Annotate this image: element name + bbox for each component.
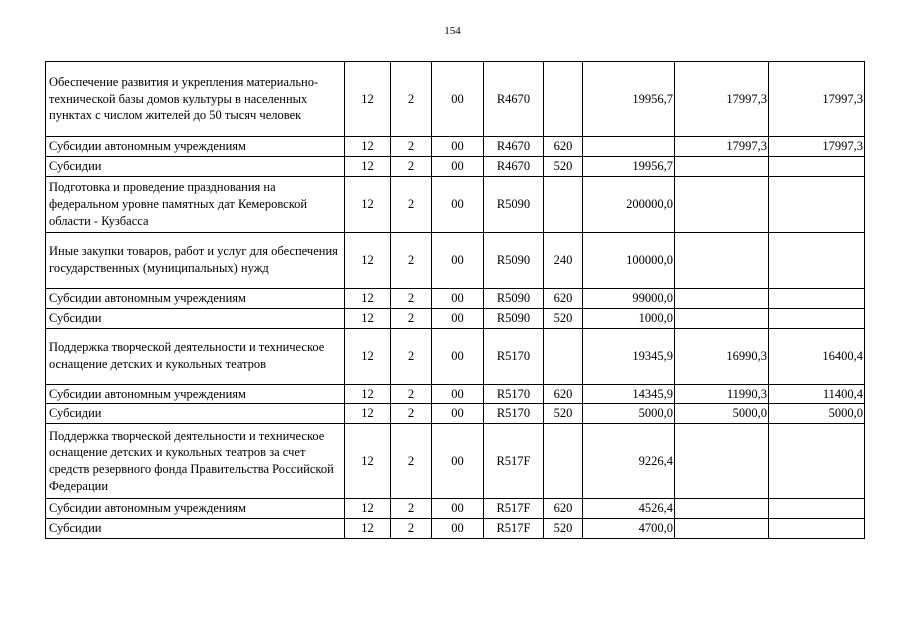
amount-year1-cell: 9226,4: [583, 424, 675, 499]
subsection-code-cell: 2: [391, 156, 432, 176]
table-row: [46, 424, 865, 499]
program-code-cell: 00: [432, 156, 484, 176]
section-code-cell: 12: [345, 328, 391, 384]
amount-year1-cell: 19956,7: [583, 156, 675, 176]
subsection-code-cell: 2: [391, 62, 432, 137]
amount-year1-cell: 14345,9: [583, 384, 675, 404]
section-code-cell: 12: [345, 499, 391, 519]
amount-year3-cell: 11400,4: [769, 384, 865, 404]
expense-type-cell: 520: [544, 308, 583, 328]
amount-year3-cell: 5000,0: [769, 404, 865, 424]
expense-type-cell: 620: [544, 384, 583, 404]
expense-type-cell: [544, 328, 583, 384]
program-code-cell: 00: [432, 404, 484, 424]
table-row: [46, 288, 865, 308]
subsection-code-cell: 2: [391, 404, 432, 424]
expense-type-cell: [544, 62, 583, 137]
amount-year3-cell: [769, 424, 865, 499]
amount-year1-cell: 99000,0: [583, 288, 675, 308]
subsection-code-cell: 2: [391, 137, 432, 157]
table-row: [46, 176, 865, 232]
table-row: [46, 328, 865, 384]
amount-year1-cell: [583, 137, 675, 157]
program-code-cell: 00: [432, 232, 484, 288]
amount-year3-cell: [769, 499, 865, 519]
program-code-cell: 00: [432, 137, 484, 157]
section-code-cell: 12: [345, 308, 391, 328]
table-row: [46, 519, 865, 539]
row-name-cell: Субсидии: [46, 156, 345, 176]
expense-type-cell: 620: [544, 288, 583, 308]
amount-year1-cell: 100000,0: [583, 232, 675, 288]
amount-year1-cell: 19956,7: [583, 62, 675, 137]
amount-year2-cell: 17997,3: [675, 62, 769, 137]
section-code-cell: 12: [345, 232, 391, 288]
table-row: [46, 308, 865, 328]
program-code-cell: 00: [432, 62, 484, 137]
subsection-code-cell: 2: [391, 328, 432, 384]
table-row: [46, 384, 865, 404]
program-code-cell: 00: [432, 288, 484, 308]
amount-year1-cell: 1000,0: [583, 308, 675, 328]
amount-year3-cell: 17997,3: [769, 137, 865, 157]
subsection-code-cell: 2: [391, 424, 432, 499]
row-name-cell: Обеспечение развития и укрепления материально-технической базы домов культуры в населенных пунктах с числом жителей до 50 тысяч человек: [46, 62, 345, 137]
subsection-code-cell: 2: [391, 519, 432, 539]
table-body: [46, 62, 865, 539]
amount-year3-cell: [769, 156, 865, 176]
expense-type-cell: 520: [544, 519, 583, 539]
table-row: [46, 499, 865, 519]
amount-year2-cell: 17997,3: [675, 137, 769, 157]
amount-year3-cell: [769, 176, 865, 232]
target-article-cell: R5090: [484, 308, 544, 328]
amount-year1-cell: 5000,0: [583, 404, 675, 424]
row-name-cell: Субсидии: [46, 308, 345, 328]
expense-type-cell: [544, 424, 583, 499]
amount-year2-cell: 16990,3: [675, 328, 769, 384]
amount-year3-cell: [769, 308, 865, 328]
row-name-cell: Субсидии: [46, 404, 345, 424]
row-name-cell: Субсидии: [46, 519, 345, 539]
amount-year3-cell: 16400,4: [769, 328, 865, 384]
table-row: [46, 62, 865, 137]
table-row: [46, 137, 865, 157]
amount-year2-cell: [675, 499, 769, 519]
row-name-cell: Поддержка творческой деятельности и техническое оснащение детских и кукольных театров: [46, 328, 345, 384]
amount-year2-cell: [675, 519, 769, 539]
amount-year2-cell: [675, 232, 769, 288]
row-name-cell: Субсидии автономным учреждениям: [46, 499, 345, 519]
subsection-code-cell: 2: [391, 232, 432, 288]
table-row: [46, 232, 865, 288]
target-article-cell: R5090: [484, 288, 544, 308]
expense-type-cell: 240: [544, 232, 583, 288]
amount-year2-cell: 5000,0: [675, 404, 769, 424]
table-row: [46, 156, 865, 176]
budget-table: [45, 61, 865, 539]
row-name-cell: Субсидии автономным учреждениям: [46, 288, 345, 308]
amount-year3-cell: 17997,3: [769, 62, 865, 137]
row-name-cell: Подготовка и проведение празднования на федеральном уровне памятных дат Кемеровской области - Кузбасса: [46, 176, 345, 232]
target-article-cell: R5170: [484, 328, 544, 384]
amount-year1-cell: 200000,0: [583, 176, 675, 232]
target-article-cell: R517F: [484, 519, 544, 539]
amount-year1-cell: 19345,9: [583, 328, 675, 384]
target-article-cell: R5090: [484, 232, 544, 288]
section-code-cell: 12: [345, 519, 391, 539]
subsection-code-cell: 2: [391, 288, 432, 308]
row-name-cell: Субсидии автономным учреждениям: [46, 137, 345, 157]
target-article-cell: R4670: [484, 156, 544, 176]
program-code-cell: 00: [432, 499, 484, 519]
expense-type-cell: [544, 176, 583, 232]
section-code-cell: 12: [345, 156, 391, 176]
program-code-cell: 00: [432, 424, 484, 499]
amount-year2-cell: 11990,3: [675, 384, 769, 404]
section-code-cell: 12: [345, 424, 391, 499]
page-number: 154: [444, 25, 461, 37]
target-article-cell: R4670: [484, 62, 544, 137]
amount-year1-cell: 4700,0: [583, 519, 675, 539]
expense-type-cell: 620: [544, 137, 583, 157]
expense-type-cell: 520: [544, 156, 583, 176]
program-code-cell: 00: [432, 176, 484, 232]
target-article-cell: R5170: [484, 404, 544, 424]
amount-year2-cell: [675, 308, 769, 328]
row-name-cell: Субсидии автономным учреждениям: [46, 384, 345, 404]
amount-year1-cell: 4526,4: [583, 499, 675, 519]
subsection-code-cell: 2: [391, 499, 432, 519]
amount-year3-cell: [769, 232, 865, 288]
expense-type-cell: 520: [544, 404, 583, 424]
target-article-cell: R4670: [484, 137, 544, 157]
section-code-cell: 12: [345, 288, 391, 308]
amount-year3-cell: [769, 288, 865, 308]
amount-year2-cell: [675, 176, 769, 232]
row-name-cell: Иные закупки товаров, работ и услуг для обеспечения государственных (муниципальных) нужд: [46, 232, 345, 288]
target-article-cell: R517F: [484, 499, 544, 519]
amount-year2-cell: [675, 156, 769, 176]
table-row: [46, 404, 865, 424]
program-code-cell: 00: [432, 308, 484, 328]
amount-year2-cell: [675, 288, 769, 308]
row-name-cell: Поддержка творческой деятельности и техническое оснащение детских и кукольных театров за счет средств резервного фонда Правительства Российской Федерации: [46, 424, 345, 499]
program-code-cell: 00: [432, 328, 484, 384]
subsection-code-cell: 2: [391, 176, 432, 232]
subsection-code-cell: 2: [391, 384, 432, 404]
section-code-cell: 12: [345, 404, 391, 424]
section-code-cell: 12: [345, 176, 391, 232]
section-code-cell: 12: [345, 62, 391, 137]
target-article-cell: R5170: [484, 384, 544, 404]
target-article-cell: R517F: [484, 424, 544, 499]
amount-year3-cell: [769, 519, 865, 539]
section-code-cell: 12: [345, 384, 391, 404]
program-code-cell: 00: [432, 519, 484, 539]
expense-type-cell: 620: [544, 499, 583, 519]
section-code-cell: 12: [345, 137, 391, 157]
program-code-cell: 00: [432, 384, 484, 404]
subsection-code-cell: 2: [391, 308, 432, 328]
target-article-cell: R5090: [484, 176, 544, 232]
amount-year2-cell: [675, 424, 769, 499]
